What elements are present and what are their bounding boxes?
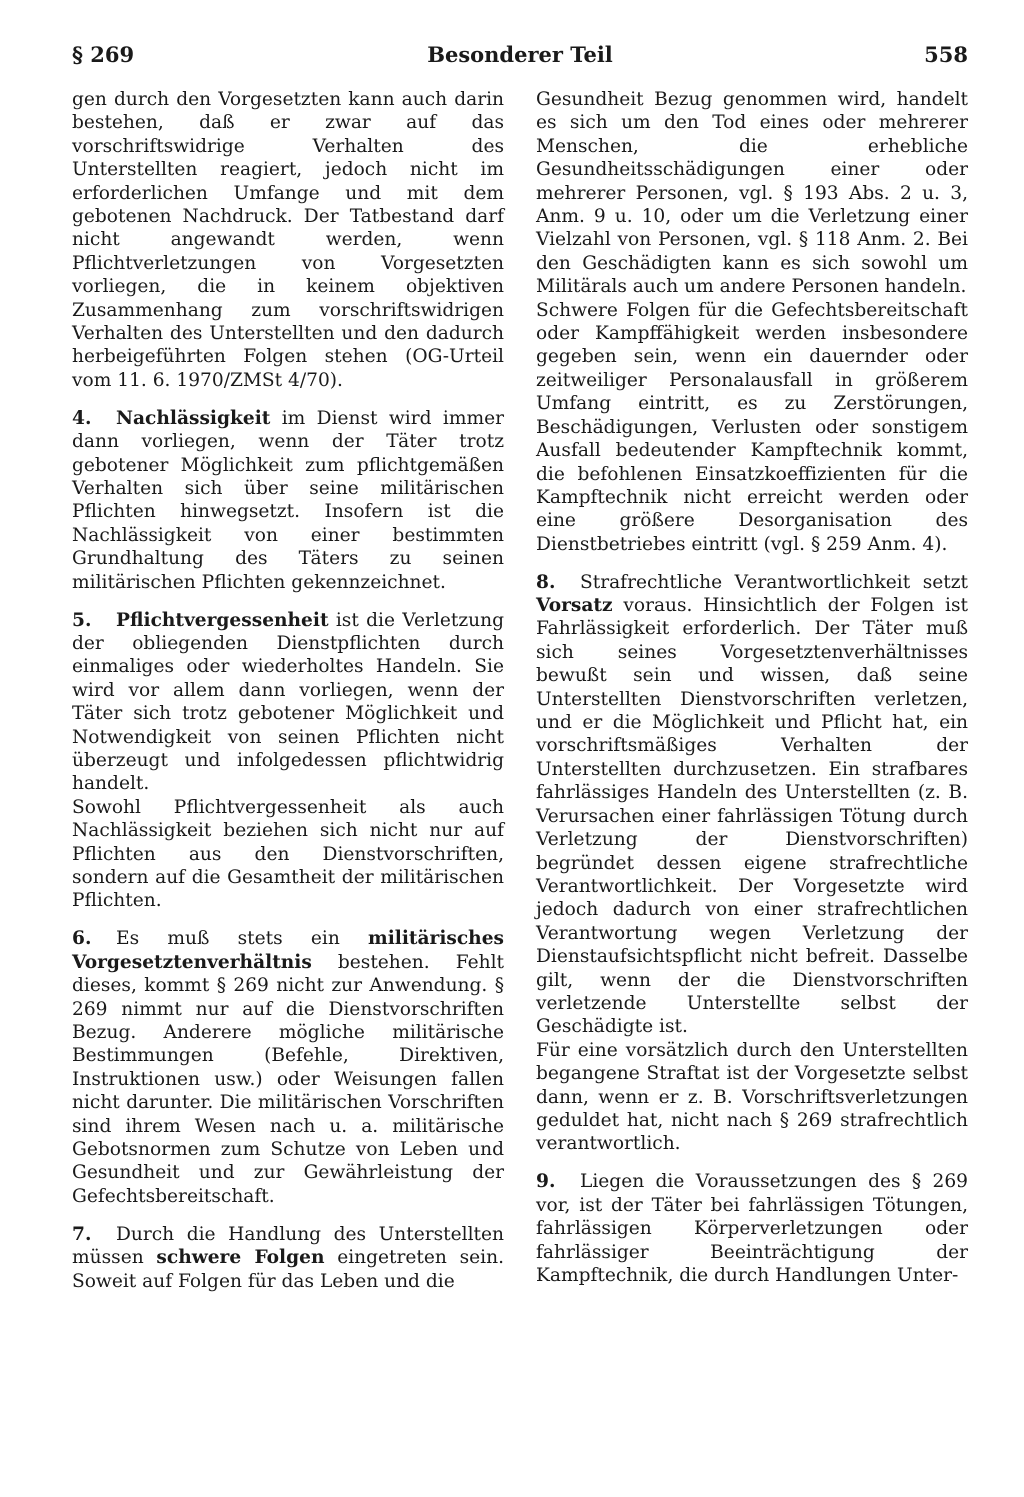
keyword: militärisches Vorgesetztenverhältnis <box>72 928 504 973</box>
paragraph-text: eingetreten sein. Soweit auf Folgen für das Leben und die <box>72 1247 504 1292</box>
right-column <box>536 88 968 1287</box>
paragraph-7-continued: Schwere Folgen für die Gefechtsbereitschaft oder Kampffähigkeit werden insbesondere gegeben sein, wenn ein dauernder oder zeitweiliger Personalausfall in größerem Umfang eintritt, es zu Zerstörungen, Beschädigungen, Verlusten oder sonstigem Ausfall bedeutender Kampftechnik kommt, die befohlenen Einsatzkoeffizienten für die Kampftechnik nicht erreicht werden oder eine größere Desorganisation des Dienstbetriebes eintritt (vgl. § 259 Anm. 4). <box>536 299 968 555</box>
paragraph-number: 5. <box>72 609 92 631</box>
paragraph-text: voraus. Hinsichtlich der Folgen ist Fahrlässigkeit erforderlich. Der Täter muß sich seines Vorgesetztenverhältnisses bewußt sein und wissen, daß seine Unterstellten Dienstvorschriften verletzen, und er die Möglichkeit und Pflicht hat, ein vorschriftsmäßiges Verhalten der Unterstellten durchzusetzen. Ein strafbares fahrlässiges Handeln des Unterstellten (z. B. Verursachen einer fahrlässigen Tötung durch Verletzung der Dienstvorschriften) begründet dessen eigene strafrechtliche Verantwortlichkeit. Der Vorgesetzte wird jedoch dadurch von einer strafrechtlichen Verantwortung wegen Verletzung der Dienstaufsichtspflicht nicht befreit. Dasselbe gilt, wenn der die Dienstvorschriften verletzende Unterstellte selbst der Geschädigte ist. <box>536 595 968 1038</box>
page-number: 558 <box>924 42 968 67</box>
left-column <box>72 88 504 1293</box>
paragraph-number: 7. <box>72 1223 92 1245</box>
paragraph-continued: Gesundheit Bezug genommen wird, handelt es sich um den Tod eines oder mehrerer Menschen, die erhebliche Gesundheitsschädigungen einer oder mehrerer Personen, vgl. § 193 Abs. 2 u. 3, Anm. 9 u. 10, oder um die Verletzung einer Vielzahl von Personen, vgl. § 118 Anm. 2. Bei den Geschädigten kann es sich sowohl um Militärals auch um andere Personen handeln. <box>536 89 968 298</box>
running-header <box>72 42 968 76</box>
part-title: Besonderer Teil <box>427 42 613 67</box>
paragraph-5 <box>72 609 504 796</box>
paragraph-text-lead: Strafrechtliche Verantwortlichkeit setzt <box>580 571 968 593</box>
keyword: Vorsatz <box>536 595 613 617</box>
paragraph-continued: gen durch den Vorgesetzten kann auch darin bestehen, daß er zwar auf das vorschriftswidrige Verhalten des Unterstellten reagiert, jedoch nicht im erforderlichen Umfange und mit dem gebotenen Nachdruck. Der Tatbestand darf nicht angewandt werden, wenn Pflichtverletzungen von Vorgesetzten vorliegen, die in keinem objektiven Zusammenhang zum vorschriftswidrigen Verhalten des Unterstellten und den dadurch herbeigeführten Folgen stehen (OG-Urteil vom 11. 6. 1970/ZMSt 4/70). <box>72 89 504 391</box>
paragraph-4 <box>72 407 504 594</box>
paragraph-number: 8. <box>536 571 556 593</box>
paragraph-text-lead: Es muß stets ein <box>116 928 369 950</box>
paragraph-7 <box>72 1223 504 1293</box>
paragraph-9 <box>536 1170 968 1287</box>
paragraph-number: 6. <box>72 928 92 950</box>
paragraph-text-lead: Durch die Handlung des Unterstellten müssen <box>72 1223 504 1269</box>
paragraph-8-continued: Für eine vorsätzlich durch den Unterstellten begangene Straftat ist der Vorgesetzte selbst dann, wenn er z. B. Vorschriftsverletzungen geduldet hat, nicht nach § 269 strafrechtlich verantwortlich. <box>536 1039 968 1155</box>
paragraph-number: 9. <box>536 1171 556 1193</box>
paragraph-text: im Dienst wird immer dann vorliegen, wenn der Täter trotz gebotener Möglichkeit zum pflichtgemäßen Verhalten sich über seine militärischen Pflichten hinwegsetzt. Insofern ist die Nachlässigkeit von einer bestimmten Grundhaltung des Täters zu seinen militärischen Pflichten gekennzeichnet. <box>72 407 504 593</box>
keyword: schwere Folgen <box>156 1247 325 1269</box>
paragraph-number: 4. <box>72 407 92 429</box>
section-reference: § 269 <box>72 42 135 67</box>
paragraph-text: Liegen die Voraussetzungen des § 269 vor, ist der Täter bei fahrlässigen Tötungen, fahrlässigen Körperverletzungen oder fahrlässiger Beeinträchtigung der Kampftechnik, die durch Handlungen Unter- <box>536 1171 968 1286</box>
paragraph-text: ist die Verletzung der obliegenden Dienstpflichten durch einmaliges oder wiederholtes Handeln. Sie wird vor allem dann vorliegen, wenn der Täter sich trotz gebotener Möglichkeit und Notwendigkeit von seinen Pflichten nicht überzeugt und infolgedessen pflichtwidrig handelt. <box>72 609 504 795</box>
paragraph-6 <box>72 927 504 1208</box>
paragraph-8 <box>536 571 968 1039</box>
keyword: Nachlässigkeit <box>116 407 271 429</box>
keyword: Pflichtvergessenheit <box>116 609 329 631</box>
paragraph-text: bestehen. Fehlt dieses, kommt § 269 nicht zur Anwendung. § 269 nimmt nur auf die Dienstvorschriften Bezug. Anderere mögliche militärische Bestimmungen (Befehle, Direktiven, Instruktionen usw.) oder Weisungen fallen nicht darunter. Die militärischen Vorschriften sind ihrem Wesen nach u. a. militärische Gebotsnormen zum Schutze von Leben und Gesundheit und zur Gewährleistung der Gefechtsbereitschaft. <box>72 951 504 1207</box>
paragraph-5-continued: Sowohl Pflichtvergessenheit als auch Nachlässigkeit beziehen sich nicht nur auf Pflichten aus den Dienstvorschriften, sondern auf die Gesamtheit der militärischen Pflichten. <box>72 796 504 912</box>
